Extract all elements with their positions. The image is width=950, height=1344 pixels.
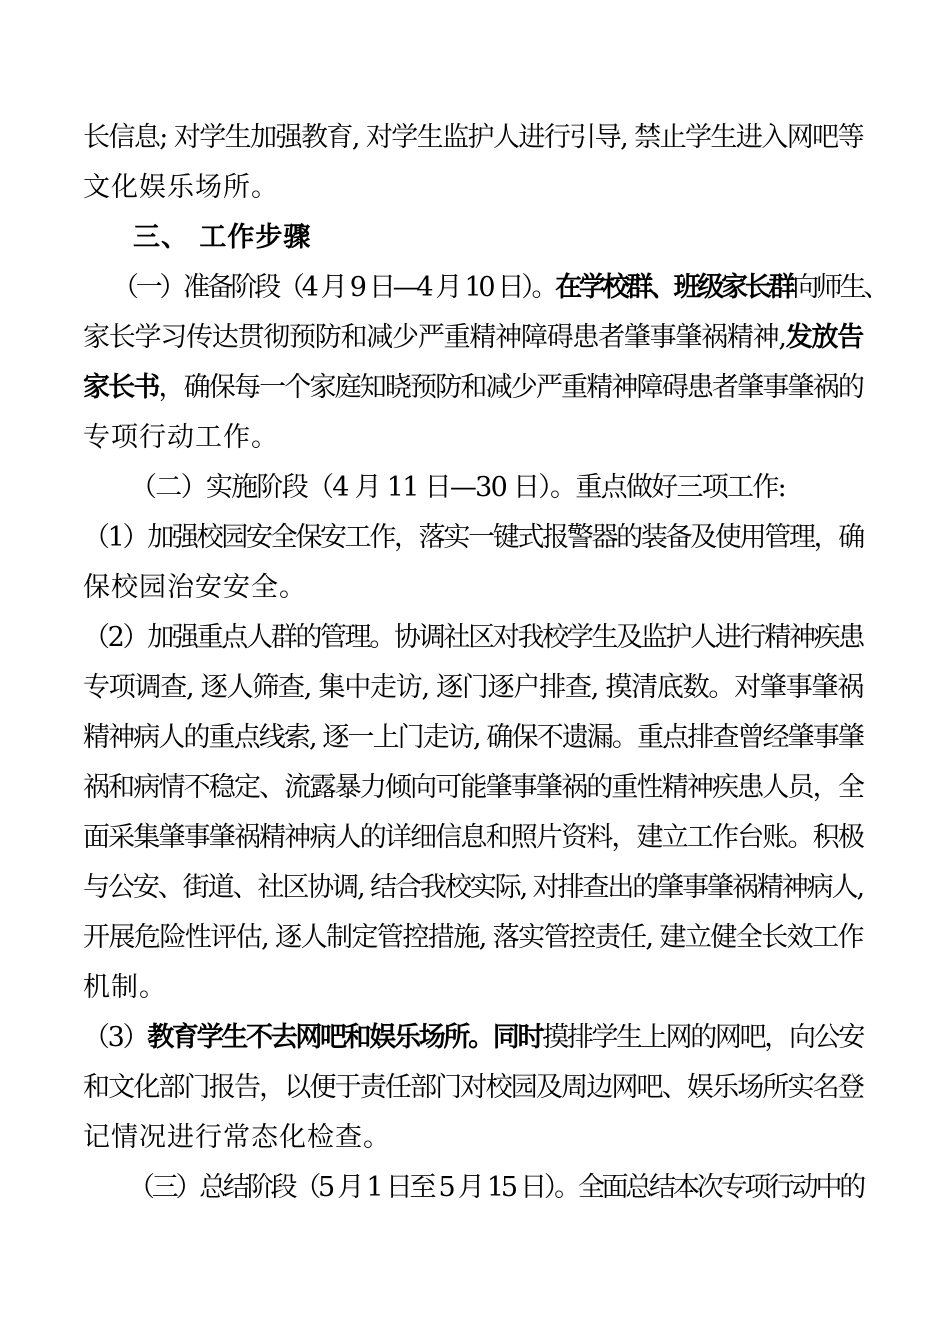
text-run: 专项行动工作。	[83, 422, 279, 453]
text-line	[83, 612, 863, 664]
text-run: 祸和病情不稳定、流露暴力倾向可能肇事肇祸的重性精神疾患人员，全	[83, 772, 863, 803]
text-line	[83, 412, 279, 464]
text-line	[112, 262, 887, 314]
text-run: （3）	[83, 1022, 148, 1053]
text-run: （2）加强重点人群的管理。协调社区对我校学生及监护人进行精神疾患	[83, 622, 863, 653]
text-line	[83, 862, 863, 914]
text-line	[83, 812, 863, 864]
text-line	[83, 312, 863, 364]
text-line	[83, 162, 279, 214]
text-run: 机制。	[83, 972, 167, 1003]
text-line	[83, 1012, 863, 1064]
bold-text: 三、 工作步骤	[133, 222, 312, 253]
text-line	[83, 1062, 863, 1114]
text-run: 记情况进行常态化检查。	[83, 1122, 391, 1153]
text-run: 保校园治安安全。	[83, 572, 307, 603]
text-line	[83, 1112, 391, 1164]
text-line	[133, 212, 311, 264]
text-run: 专项调查, 逐人筛查, 集中走访, 逐门逐户排查, 摸清底数。对肇事肇祸	[83, 672, 863, 703]
text-run: （二）实施阶段（4 月 11 日—30 日）。重点做好三项工作:	[130, 472, 785, 503]
text-run: 长信息; 对学生加强教育, 对学生监护人进行引导, 禁止学生进入网吧等	[83, 122, 863, 153]
text-line	[83, 962, 167, 1014]
text-line	[83, 112, 863, 164]
bold-text: 教育学生不去网吧和娱乐场所。同时	[147, 1022, 543, 1053]
text-line	[130, 462, 785, 514]
text-run: （一）准备阶段（4 月 9 日—4 月 10 日）。	[112, 272, 556, 303]
text-run: 摸排学生上网的网吧，向公安	[542, 1022, 864, 1053]
bold-text: 发放告	[785, 322, 863, 353]
text-line	[83, 662, 863, 714]
text-run: 向师生、	[792, 272, 888, 303]
text-run: 面采集肇事肇祸精神病人的详细信息和照片资料，建立工作台账。积极	[83, 822, 863, 853]
bold-text: 在学校群、班级家长群	[555, 272, 793, 303]
text-line	[128, 1162, 863, 1214]
text-run: （三）总结阶段（5 月 1 日至 5 月 15 日）。全面总结本次专项行动中的	[128, 1172, 863, 1203]
text-run: ，确保每一个家庭知晓预防和减少严重精神障碍患者肇事肇祸的	[158, 372, 863, 403]
text-run: 和文化部门报告，以便于责任部门对校园及周边网吧、娱乐场所实名登	[83, 1072, 863, 1103]
text-run: 家长学习传达贯彻预防和减少严重精神障碍患者肇事肇祸精神,	[83, 322, 786, 353]
text-line	[83, 712, 863, 764]
text-line	[83, 762, 863, 814]
text-line	[83, 562, 307, 614]
text-line	[83, 512, 863, 564]
text-run: 与公安、街道、社区协调, 结合我校实际, 对排查出的肇事肇祸精神病人,	[83, 872, 863, 903]
text-line	[83, 912, 863, 964]
text-line	[83, 362, 863, 414]
text-run: 文化娱乐场所。	[83, 172, 279, 203]
text-run: （1）加强校园安全保安工作，落实一键式报警器的装备及使用管理，确	[83, 522, 863, 553]
bold-text: 家长书	[83, 372, 159, 403]
text-run: 精神病人的重点线索, 逐一上门走访, 确保不遗漏。重点排查曾经肇事肇	[83, 722, 863, 753]
text-run: 开展危险性评估, 逐人制定管控措施, 落实管控责任, 建立健全长效工作	[83, 922, 863, 953]
